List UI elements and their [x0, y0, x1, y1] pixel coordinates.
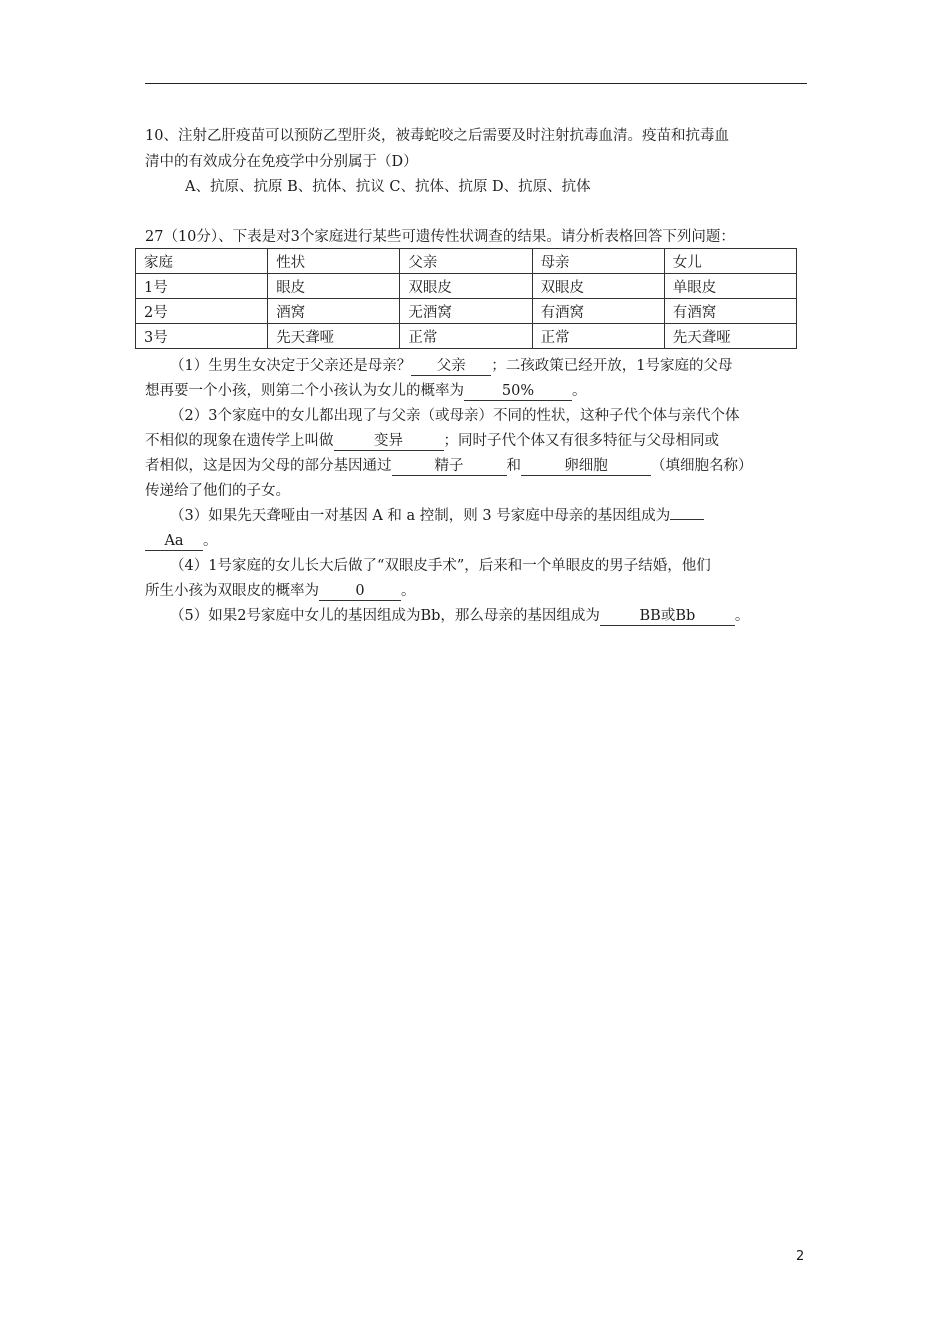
q27-part1-line1: [170, 355, 732, 377]
table-cell: 3号: [136, 324, 268, 349]
q10-stem-line2: 清中的有效成分在免疫学中分别属于（D）: [145, 154, 418, 170]
table-row: [136, 299, 797, 324]
q27-part2-text-b: 不相似的现象在遗传学上叫做: [145, 433, 334, 449]
table-cell: 1号: [136, 274, 268, 299]
table-header-row: [136, 249, 797, 274]
table-cell: 酒窝: [268, 299, 400, 324]
table-cell: 正常: [400, 324, 532, 349]
q27-part1-text-a: （1）生男生女决定于父亲还是母亲？: [170, 358, 412, 374]
q27-part4-line2: [145, 580, 416, 602]
q27-part1-answer1: 父亲: [411, 357, 491, 376]
q27-part1-answer2: 50%: [464, 382, 572, 401]
q27-part3-text-a: （3）如果先天聋哑由一对基因 A 和 a 控制，则 3 号家庭中母亲的基因组成为: [170, 508, 671, 524]
q27-part4-answer: 0: [319, 582, 401, 601]
q27-part2-text-c: ；同时子代个体又有很多特征与父母相同或: [443, 433, 719, 449]
table-cell: 2号: [136, 299, 268, 324]
table-header-cell: 性状: [268, 249, 400, 274]
table-cell: 有酒窝: [664, 299, 796, 324]
table-cell: 无酒窝: [400, 299, 532, 324]
q27-part2-answer1: 变异: [334, 432, 444, 451]
q27-part2-answer2: 精子: [392, 457, 507, 476]
q27-part2-text-e: 和: [506, 458, 521, 474]
q27-part4-text-b: 所生小孩为双眼皮的概率为: [145, 583, 319, 599]
q27-part5-text-a: （5）如果2号家庭中女儿的基因组成为Bb，那么母亲的基因组成为: [170, 608, 600, 624]
q10-options: A、抗原、抗原 B、抗体、抗议 C、抗体、抗原 D、抗原、抗体: [185, 179, 591, 195]
table-cell: 双眼皮: [532, 274, 664, 299]
q27-part2-line2: [145, 430, 719, 452]
table-cell: 眼皮: [268, 274, 400, 299]
q27-stem: 27（10分）、下表是对3个家庭进行某些可遗传性状调查的结果。请分析表格回答下列问题：: [145, 229, 735, 245]
survey-table: [135, 248, 797, 349]
table-cell: 单眼皮: [664, 274, 796, 299]
q27-part4-text-c: 。: [401, 583, 416, 599]
table-cell: 先天聋哑: [664, 324, 796, 349]
q27-part2-line4: 传递给了他们的子女。: [145, 483, 290, 499]
q27-part5-answer: BB或Bb: [600, 607, 735, 626]
q27-part3-line2: [145, 530, 218, 552]
table-cell: 双眼皮: [400, 274, 532, 299]
table-header-cell: 母亲: [532, 249, 664, 274]
table-row: [136, 324, 797, 349]
q27-part5-text-b: 。: [734, 608, 750, 624]
q27-part4-line1: （4）1号家庭的女儿长大后做了“双眼皮手术”，后来和一个单眼皮的男子结婚，他们: [170, 558, 711, 574]
table-cell: 正常: [532, 324, 664, 349]
q27-part3-answer: Aa: [145, 532, 203, 551]
q27-part2-text-d: 者相似，这是因为父母的部分基因通过: [145, 458, 392, 474]
page-number: 2: [796, 1249, 805, 1264]
q27-part1-text-c: 想再要一个小孩，则第二个小孩认为女儿的概率为: [145, 383, 464, 399]
header-rule: [145, 83, 807, 84]
q27-part3-text-b: 。: [203, 533, 218, 549]
q27-part3-line1: [170, 505, 704, 527]
q27-part3-blank-tail: [670, 519, 704, 520]
table-header-cell: 女儿: [664, 249, 796, 274]
q27-part1-text-b: ；二孩政策已经开放，1号家庭的父母: [491, 358, 733, 374]
q27-part2-answer3: 卵细胞: [521, 457, 651, 476]
table-row: [136, 274, 797, 299]
table-header-cell: 家庭: [136, 249, 268, 274]
q27-part2-text-f: （填细胞名称）: [651, 458, 753, 474]
q27-part2-line3: [145, 455, 753, 477]
q27-part2-line1: （2）3个家庭中的女儿都出现了与父亲（或母亲）不同的性状，这种子代个体与亲代个体: [170, 408, 740, 424]
q27-part5-line1: [170, 605, 749, 627]
table-cell: 先天聋哑: [268, 324, 400, 349]
q27-part1-line2: [145, 380, 587, 402]
table-header-cell: 父亲: [400, 249, 532, 274]
q27-part1-text-d: 。: [572, 383, 587, 399]
q10-stem-line1: 10、注射乙肝疫苗可以预防乙型肝炎，被毒蛇咬之后需要及时注射抗毒血清。疫苗和抗毒血: [145, 128, 729, 144]
table-cell: 有酒窝: [532, 299, 664, 324]
